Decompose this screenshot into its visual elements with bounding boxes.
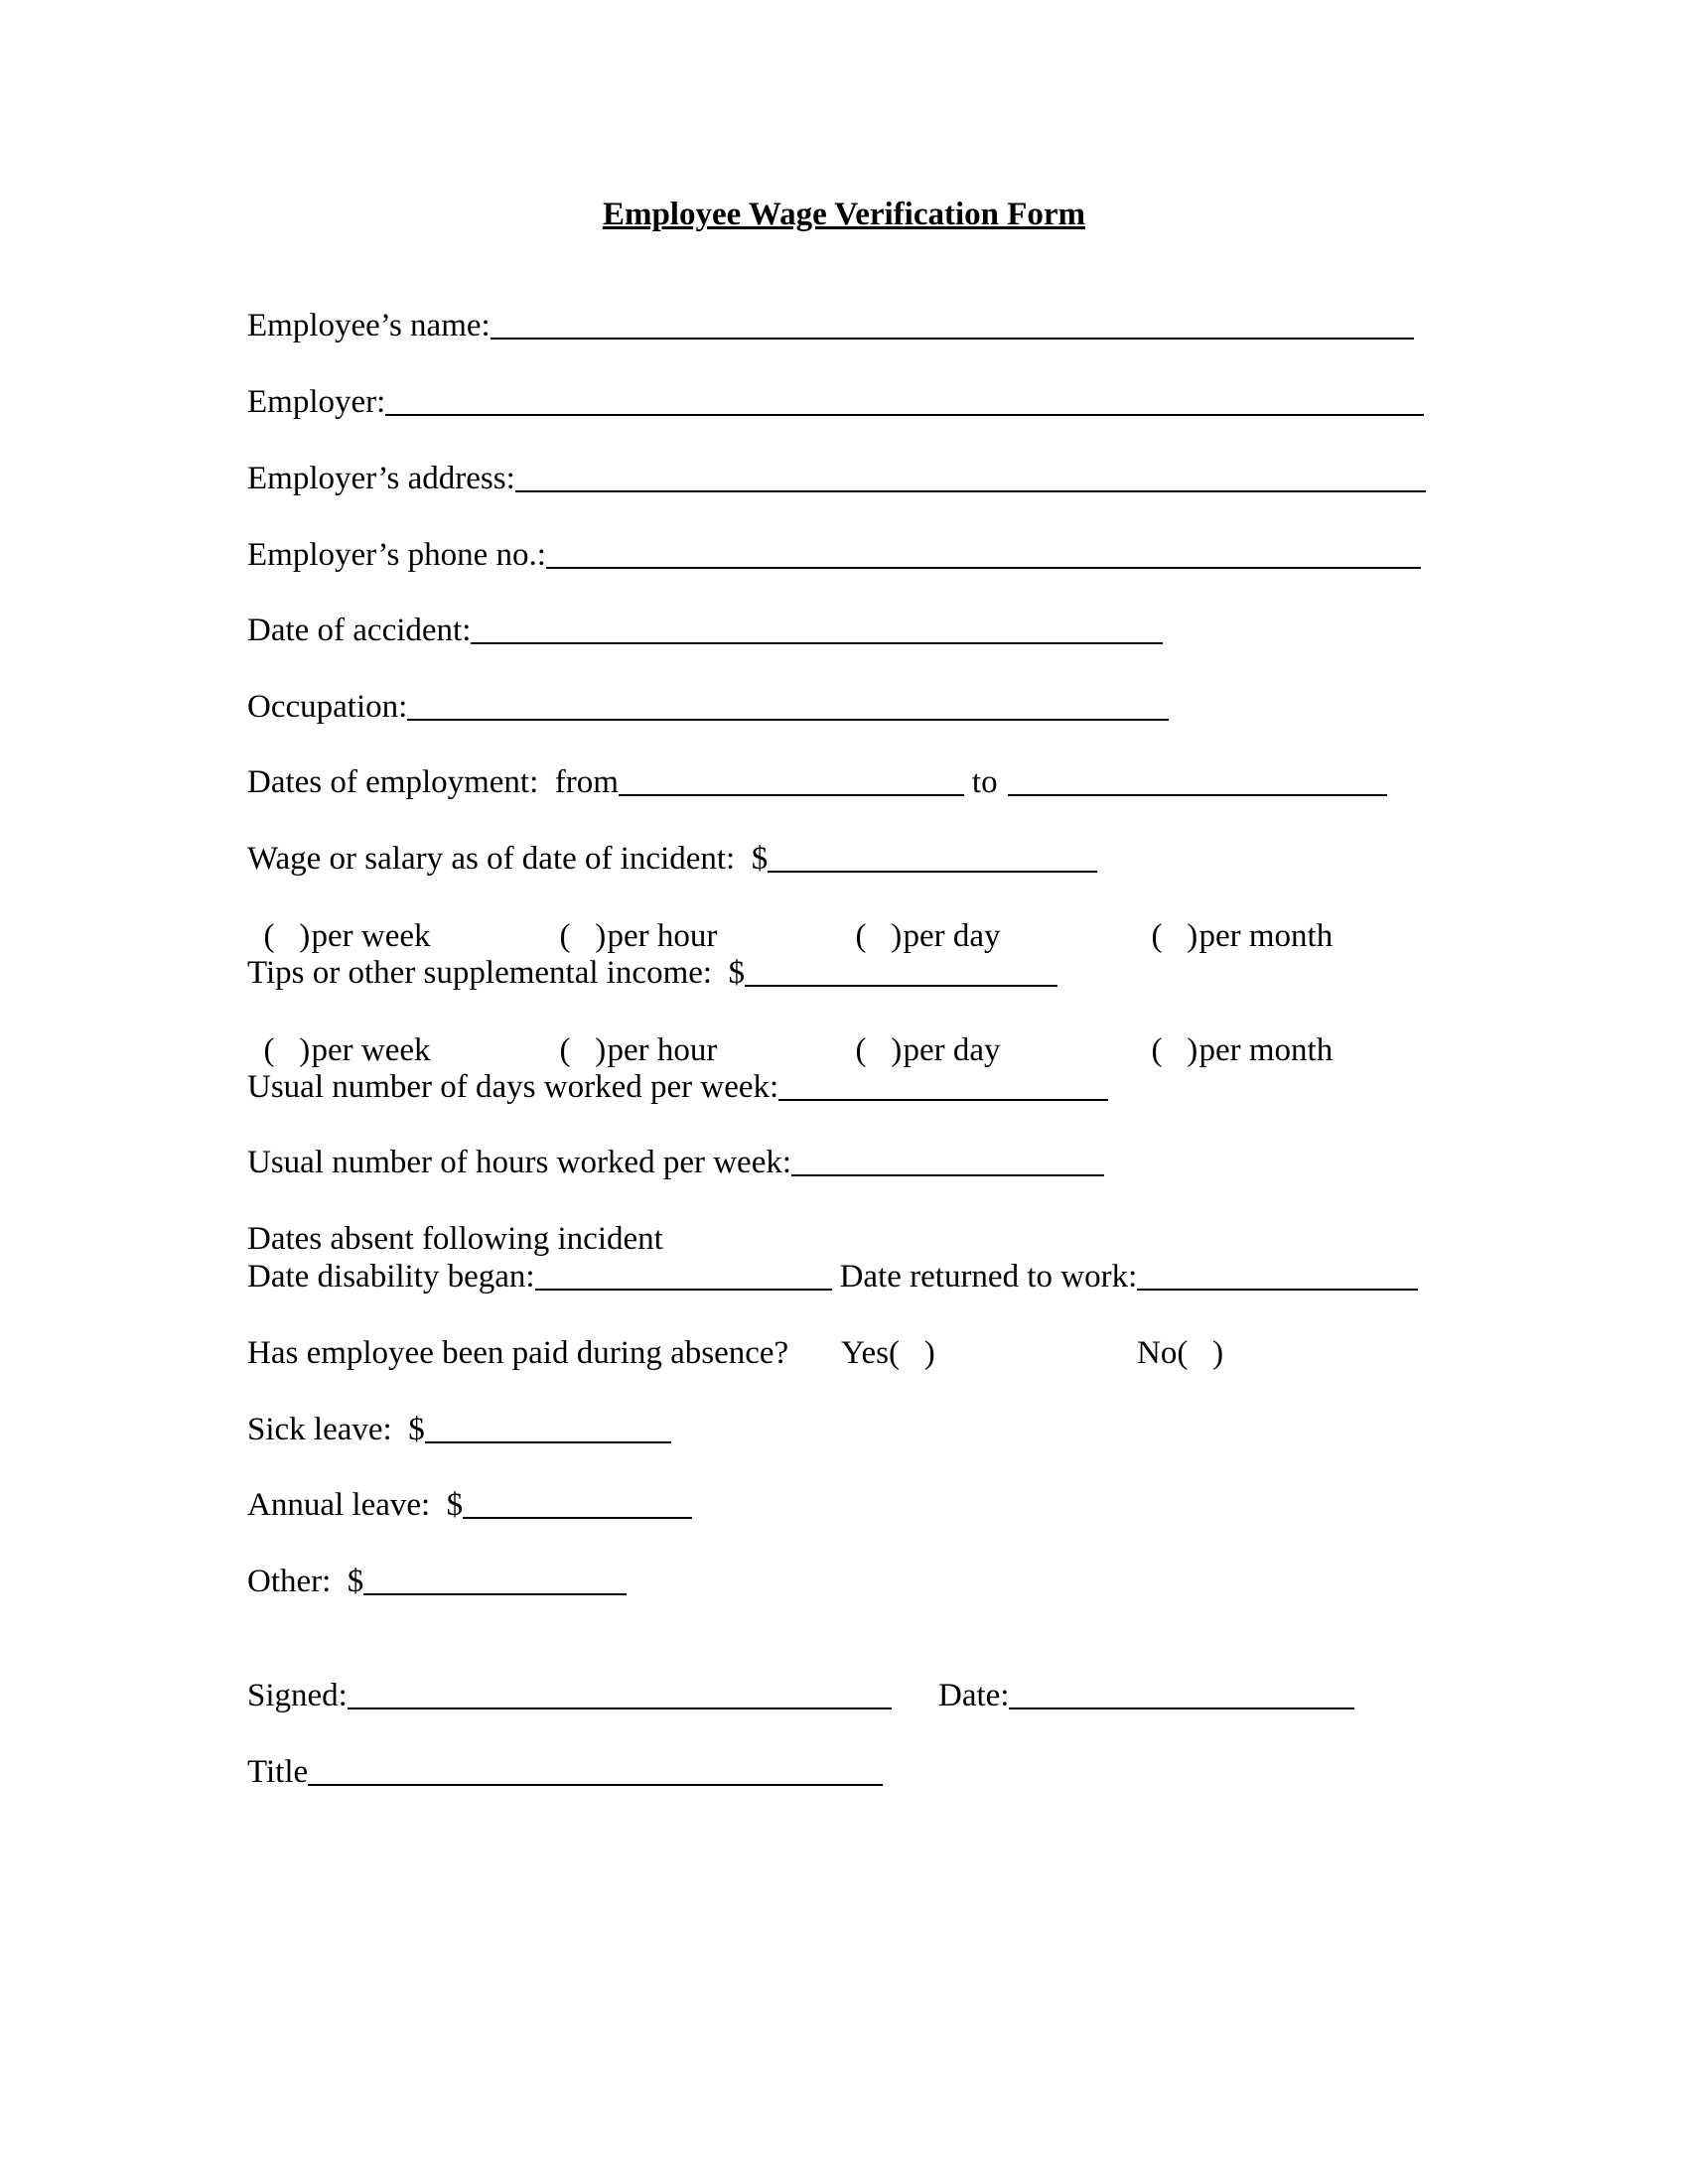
other-row <box>247 1562 627 1601</box>
employer-address-label: Employer’s address: <box>247 461 515 496</box>
employment-from-field[interactable] <box>619 764 964 796</box>
employer-phone-field[interactable] <box>546 537 1421 569</box>
employee-name-row <box>247 306 1414 345</box>
dates-of-employment-row <box>247 762 1387 802</box>
other-field[interactable] <box>363 1564 627 1595</box>
tips-row <box>247 953 1057 993</box>
dates-of-employment-label: Dates of employment: from <box>247 764 619 800</box>
wage-per-hour-checkbox[interactable]: ( ) <box>559 918 607 954</box>
sick-leave-field[interactable] <box>425 1412 671 1443</box>
hours-per-week-row <box>247 1143 1104 1182</box>
employer-label: Employer: <box>247 384 386 420</box>
tips-per-hour-checkbox[interactable]: ( ) <box>559 1032 607 1068</box>
tips-per-day-label: per day <box>903 1032 1001 1068</box>
employer-row <box>247 382 1424 422</box>
sick-leave-label: Sick leave: $ <box>247 1412 425 1447</box>
tips-per-hour-option[interactable] <box>543 991 717 1070</box>
tips-field[interactable] <box>745 955 1057 987</box>
tips-per-week-label: per week <box>311 1032 431 1068</box>
employee-name-field[interactable] <box>491 308 1414 340</box>
employer-address-field[interactable] <box>515 461 1426 492</box>
tips-per-day-checkbox[interactable]: ( ) <box>855 1032 903 1068</box>
days-per-week-label: Usual number of days worked per week: <box>247 1069 779 1105</box>
employee-name-label: Employee’s name: <box>247 308 491 343</box>
wage-per-month-label: per month <box>1198 918 1334 954</box>
employer-phone-row <box>247 535 1421 575</box>
paid-no-option[interactable]: No( ) <box>1137 1335 1224 1371</box>
date-label: Date: <box>938 1678 1010 1713</box>
form-title: Employee Wage Verification Form <box>602 197 1086 232</box>
annual-leave-field[interactable] <box>463 1487 692 1519</box>
hours-per-week-label: Usual number of hours worked per week: <box>247 1145 792 1180</box>
employer-field[interactable] <box>385 384 1424 416</box>
wage-label: Wage or salary as of date of incident: $ <box>247 841 769 877</box>
title-label: Title <box>247 1754 309 1790</box>
dates-to-label: to <box>971 764 998 800</box>
tips-per-month-checkbox[interactable]: ( ) <box>1151 1032 1198 1068</box>
wage-per-day-label: per day <box>903 918 1001 954</box>
wage-per-hour-option[interactable] <box>543 877 717 956</box>
occupation-label: Occupation: <box>247 689 408 725</box>
signed-row <box>247 1676 892 1715</box>
hours-per-week-field[interactable] <box>791 1145 1104 1176</box>
wage-field[interactable] <box>768 841 1097 873</box>
disability-began-label: Date disability began: <box>247 1259 535 1295</box>
occupation-row <box>247 687 1169 727</box>
employer-address-row <box>247 459 1426 498</box>
tips-per-week-checkbox[interactable]: ( ) <box>263 1032 311 1068</box>
tips-label: Tips or other supplemental income: $ <box>247 955 746 991</box>
tips-per-hour-label: per hour <box>607 1032 718 1068</box>
tips-per-week-option[interactable] <box>247 991 431 1070</box>
date-of-accident-label: Date of accident: <box>247 613 472 648</box>
wage-row <box>247 839 1097 879</box>
date-of-accident-field[interactable] <box>471 613 1163 644</box>
paid-yes-option[interactable]: Yes( ) <box>841 1335 935 1371</box>
wage-per-month-checkbox[interactable]: ( ) <box>1151 918 1198 954</box>
signed-label: Signed: <box>247 1678 348 1713</box>
date-field[interactable] <box>1009 1678 1354 1709</box>
wage-per-day-checkbox[interactable]: ( ) <box>855 918 903 954</box>
returned-to-work-label: Date returned to work: <box>839 1259 1138 1295</box>
dates-absent-heading: Dates absent following incident <box>247 1221 663 1257</box>
disability-row <box>247 1257 1418 1297</box>
paid-question: Has employee been paid during absence? <box>247 1335 789 1371</box>
annual-leave-label: Annual leave: $ <box>247 1487 464 1523</box>
employer-phone-label: Employer’s phone no.: <box>247 537 546 573</box>
wage-per-month-option[interactable] <box>1135 877 1333 956</box>
date-row <box>938 1676 1354 1715</box>
tips-per-day-option[interactable] <box>839 991 1001 1070</box>
wage-per-week-option[interactable] <box>247 877 431 956</box>
other-label: Other: $ <box>247 1564 364 1599</box>
wage-per-week-label: per week <box>311 918 431 954</box>
employment-to-field[interactable] <box>1008 764 1387 796</box>
wage-per-day-option[interactable] <box>839 877 1001 956</box>
days-per-week-field[interactable] <box>778 1069 1108 1101</box>
date-of-accident-row <box>247 611 1163 650</box>
days-per-week-row <box>247 1067 1108 1107</box>
signed-field[interactable] <box>348 1678 892 1709</box>
tips-per-month-option[interactable] <box>1135 991 1333 1070</box>
sick-leave-row <box>247 1410 671 1449</box>
wage-per-hour-label: per hour <box>607 918 718 954</box>
title-row <box>247 1752 883 1792</box>
returned-to-work-field[interactable] <box>1137 1259 1418 1291</box>
disability-began-field[interactable] <box>535 1259 832 1291</box>
title-field[interactable] <box>308 1754 883 1786</box>
occupation-field[interactable] <box>407 689 1169 721</box>
tips-per-month-label: per month <box>1198 1032 1334 1068</box>
wage-per-week-checkbox[interactable]: ( ) <box>263 918 311 954</box>
annual-leave-row <box>247 1485 692 1525</box>
